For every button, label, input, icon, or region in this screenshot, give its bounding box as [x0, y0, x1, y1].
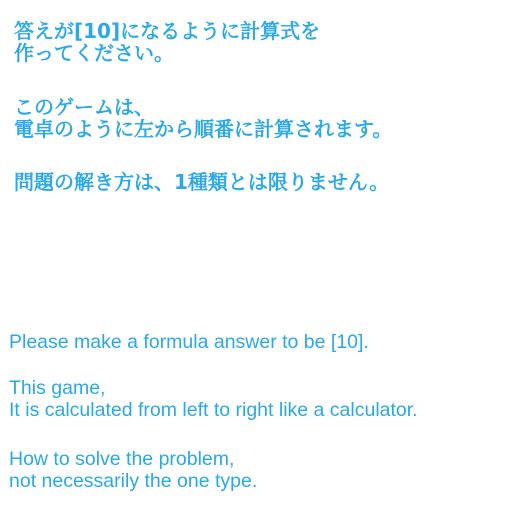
jp-goal-line: 答えが[10]になるように計算式を — [14, 19, 321, 43]
jp-rule-line: このゲームは、 — [14, 95, 154, 119]
en-note-text — [9, 448, 509, 492]
en-goal-line: Please make a formula answer to be [10]. — [9, 331, 369, 353]
jp-rule-text — [14, 96, 506, 140]
en-rule-text — [9, 377, 509, 421]
jp-note-line: 問題の解き方は、1種類とは限りません。 — [14, 170, 390, 194]
en-note-line: How to solve the problem, — [9, 448, 235, 470]
jp-goal-text — [14, 20, 506, 64]
en-goal-text — [9, 331, 509, 353]
en-rule-line: It is calculated from left to right like a calculator. — [9, 399, 418, 421]
jp-note-text — [14, 171, 506, 193]
jp-goal-line: 作ってください。 — [14, 41, 174, 65]
jp-rule-line: 電卓のように左から順番に計算されます。 — [14, 117, 393, 141]
en-rule-line: This game, — [9, 377, 106, 399]
en-note-line: not necessarily the one type. — [9, 470, 258, 492]
